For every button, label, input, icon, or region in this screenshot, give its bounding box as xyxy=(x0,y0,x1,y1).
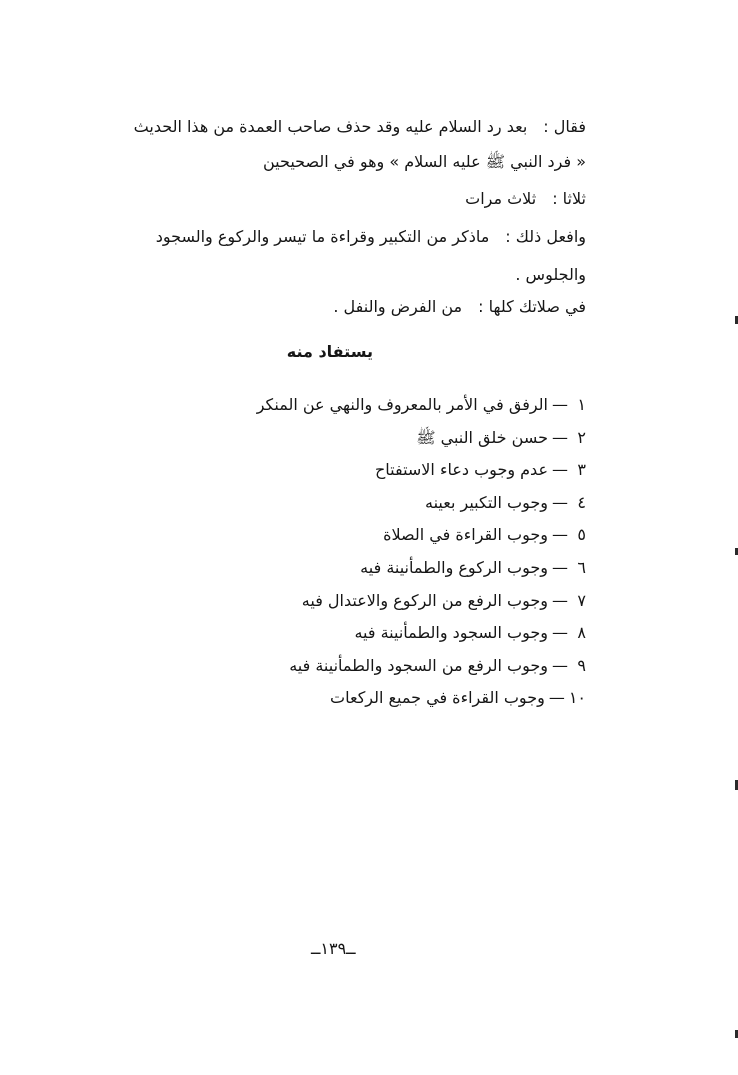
benefit-item xyxy=(257,524,586,557)
commentary-line-6 xyxy=(333,296,586,318)
benefits-heading: يستفاد منه xyxy=(286,342,373,361)
benefit-number: ٩ xyxy=(577,655,586,675)
benefit-dash: — xyxy=(552,525,568,545)
benefit-item xyxy=(257,687,586,720)
benefit-dash: — xyxy=(552,623,568,643)
benefit-number: ٣ xyxy=(577,460,586,480)
benefit-item xyxy=(257,655,586,688)
benefit-item xyxy=(257,427,586,460)
commentary-line-1 xyxy=(134,116,586,138)
term-label: وافعل ذلك : xyxy=(505,227,586,246)
benefit-text: حسن خلق النبي ﷺ xyxy=(416,427,548,447)
term-label: ثلاثا : xyxy=(552,189,586,208)
commentary-line-2 xyxy=(263,151,586,173)
benefit-number: ٤ xyxy=(577,492,586,512)
benefit-number: ٨ xyxy=(577,623,586,643)
benefit-item xyxy=(257,459,586,492)
benefit-text: وجوب القراءة في الصلاة xyxy=(383,525,548,545)
benefits-list xyxy=(257,394,586,720)
benefit-item xyxy=(257,557,586,590)
commentary-line-3 xyxy=(465,188,586,210)
benefit-item xyxy=(257,492,586,525)
benefit-text: وجوب التكبير بعينه xyxy=(425,492,548,512)
benefit-text: وجوب الرفع من السجود والطمأنينة فيه xyxy=(289,655,548,675)
benefit-dash: — xyxy=(552,427,568,447)
line-text: « فرد النبي ﷺ عليه السلام » وهو في الصحيحين xyxy=(263,152,586,171)
benefit-text: وجوب السجود والطمأنينة فيه xyxy=(354,623,548,643)
benefit-number: ٢ xyxy=(577,427,586,447)
benefit-dash: — xyxy=(552,492,568,512)
benefit-item xyxy=(257,590,586,623)
benefit-dash: — xyxy=(548,688,565,708)
term-explanation: ماذكر من التكبير وقراءة ما تيسر والركوع والسجود xyxy=(155,227,490,246)
benefit-dash: — xyxy=(552,460,568,480)
benefit-text: وجوب الرفع من الركوع والاعتدال فيه xyxy=(301,590,548,610)
benefit-text: الرفق في الأمر بالمعروف والنهي عن المنكر xyxy=(256,395,548,414)
term-label: في صلاتك كلها : xyxy=(478,297,586,316)
benefit-item xyxy=(257,394,586,427)
benefit-number: ٦ xyxy=(577,557,586,577)
benefit-item xyxy=(257,622,586,655)
benefit-text: عدم وجوب دعاء الاستفتاح xyxy=(374,460,548,480)
commentary-line-4 xyxy=(156,226,586,248)
benefit-number: ٥ xyxy=(577,525,586,545)
term-explanation: ثلاث مرات xyxy=(465,189,537,208)
benefit-text: وجوب القراءة في جميع الركعات xyxy=(330,688,545,708)
term-label: فقال : xyxy=(543,117,586,136)
benefit-dash: — xyxy=(552,557,568,577)
term-explanation: بعد رد السلام عليه وقد حذف صاحب العمدة من هذا الحديث xyxy=(133,117,528,136)
benefit-dash: — xyxy=(552,395,568,414)
benefit-number: ٧ xyxy=(577,590,586,610)
term-explanation: من الفرض والنفل . xyxy=(333,297,463,316)
line-text: والجلوس . xyxy=(515,265,586,284)
benefit-text: وجوب الركوع والطمأنينة فيه xyxy=(360,557,548,577)
benefit-dash: — xyxy=(552,590,568,610)
benefit-dash: — xyxy=(552,655,568,675)
page-number: ــ١٣٩ــ xyxy=(311,939,356,958)
benefit-number: ١٠ xyxy=(568,688,586,708)
benefit-number: ١ xyxy=(577,395,586,414)
commentary-line-5 xyxy=(515,264,586,286)
